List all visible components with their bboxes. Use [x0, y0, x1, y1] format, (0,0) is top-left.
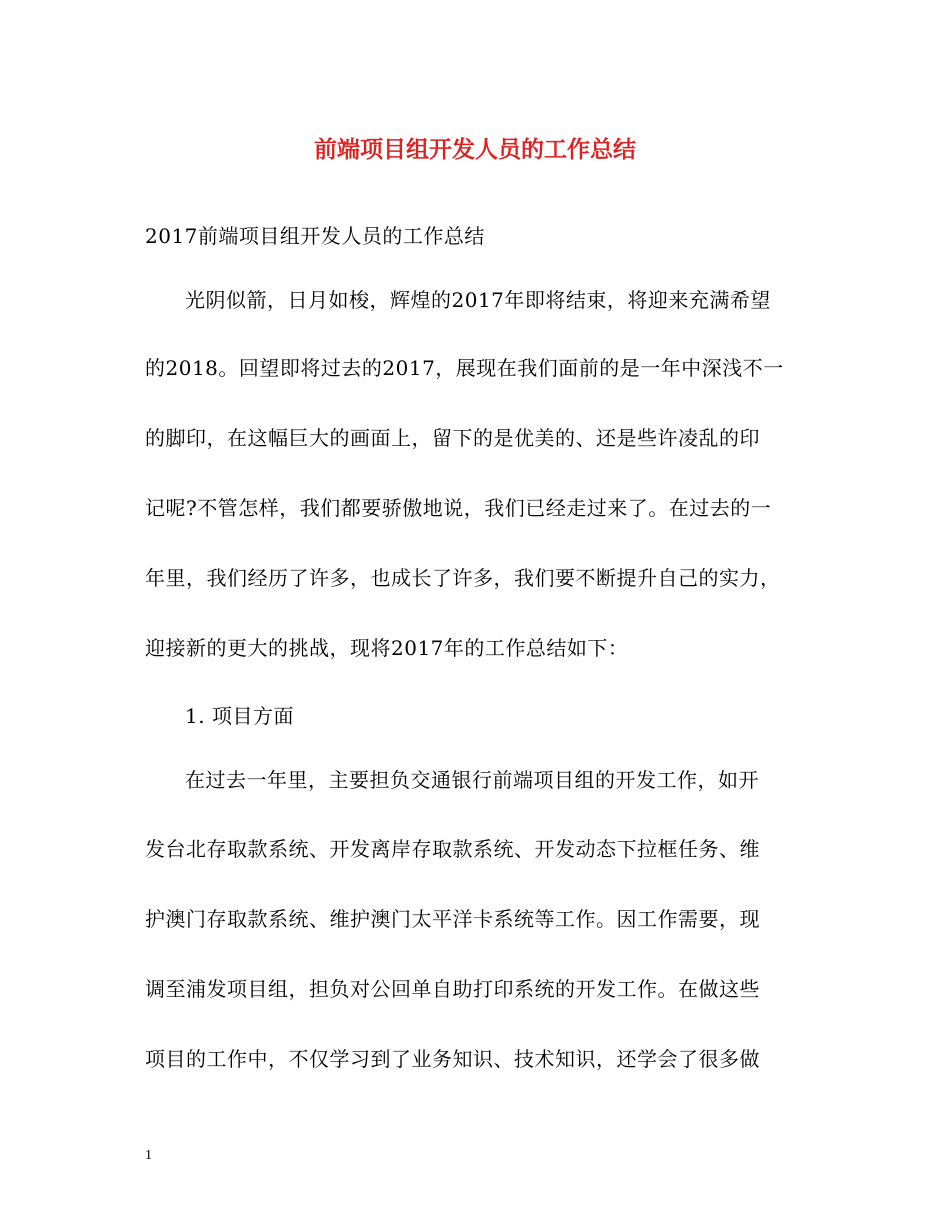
paragraph-line: 在过去一年里，主要担负交通银行前端项目组的开发工作，如开 — [185, 768, 759, 792]
paragraph-line: 护澳门存取款系统、维护澳门太平洋卡系统等工作。因工作需要，现 — [145, 907, 760, 931]
document-title: 前端项目组开发人员的工作总结 — [314, 136, 636, 163]
paragraph-line: 调至浦发项目组，担负对公回单自助打印系统的开发工作。在做这些 — [145, 977, 760, 1001]
page-number: 1 — [145, 1148, 152, 1163]
paragraph-line: 迎接新的更大的挑战，现将2017年的工作总结如下： — [145, 636, 629, 660]
document-subtitle: 2017前端项目组开发人员的工作总结 — [145, 224, 485, 248]
paragraph-line: 发台北存取款系统、开发离岸存取款系统、开发动态下拉框任务、维 — [145, 837, 760, 861]
paragraph-line: 的2018。回望即将过去的2017，展现在我们面前的是一年中深浅不一 — [145, 356, 784, 380]
paragraph-line: 项目的工作中，不仅学习到了业务知识、技术知识，还学会了很多做 — [145, 1047, 760, 1071]
paragraph-line: 记呢?不管怎样，我们都要骄傲地说，我们已经走过来了。在过去的一 — [145, 496, 772, 520]
paragraph-line: 年里，我们经历了许多，也成长了许多，我们要不断提升自己的实力， — [145, 566, 781, 590]
section-heading: 1. 项目方面 — [185, 704, 294, 728]
paragraph-line: 的脚印，在这幅巨大的画面上，留下的是优美的、还是些许凌乱的印 — [145, 426, 760, 450]
paragraph-line: 光阴似箭，日月如梭，辉煌的2017年即将结束，将迎来充满希望 — [185, 288, 771, 312]
